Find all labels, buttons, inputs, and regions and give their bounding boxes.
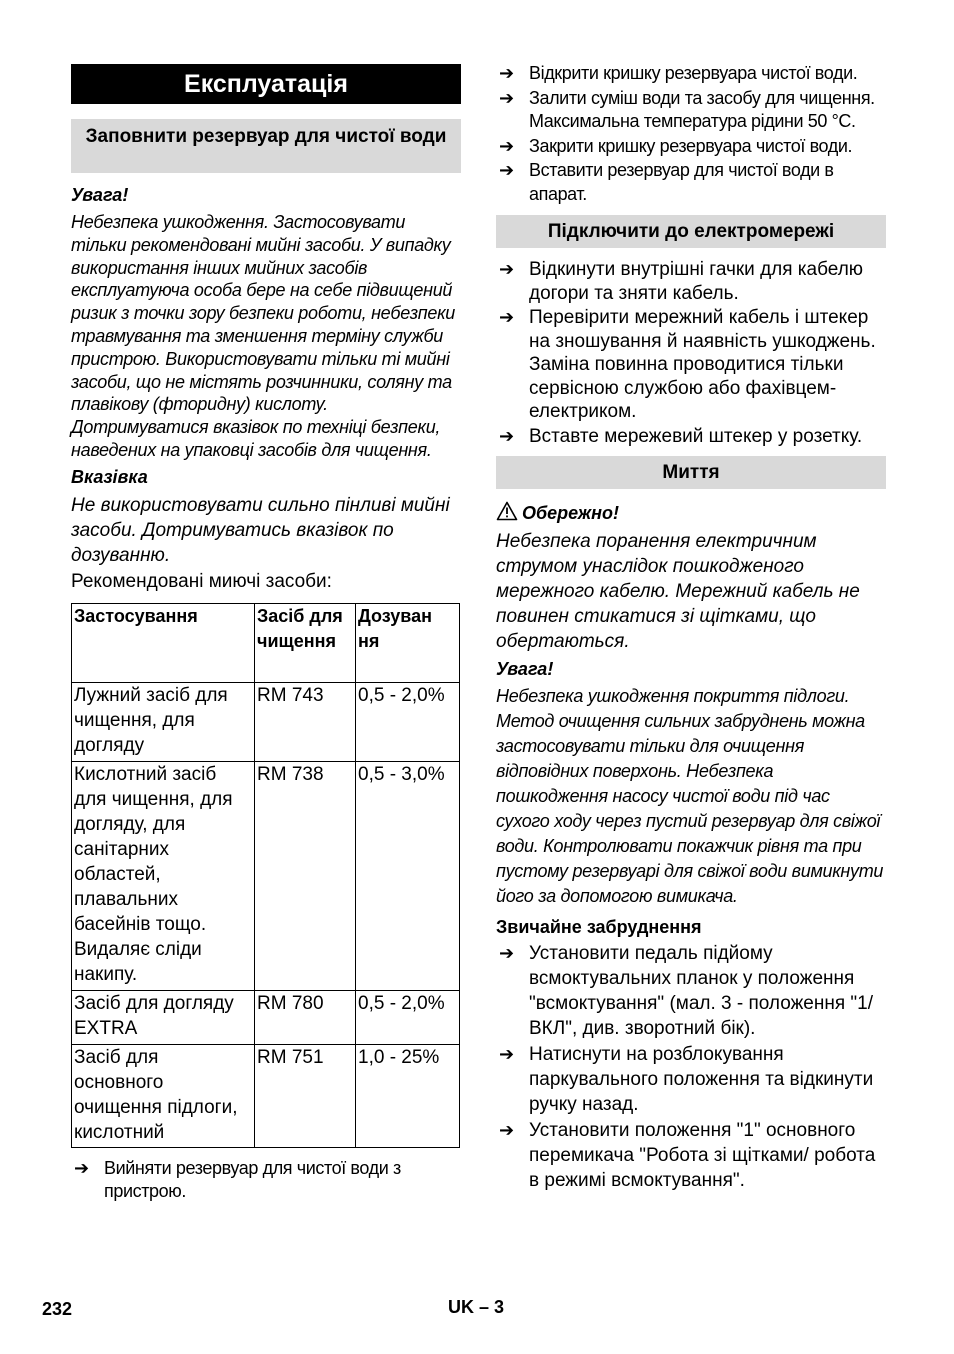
list-item: ➔ Відкинути внутрішні гачки для кабелю догори та зняти кабель. [499, 259, 864, 304]
table-row [72, 1044, 460, 1147]
bullet-list-power [496, 258, 886, 448]
bullet-list-fill-steps [496, 62, 886, 206]
subheading-normal-dirt: Звичайне забруднення [496, 917, 702, 937]
table-header-row [72, 603, 460, 682]
section-heading-power: Підключити до електромережі [496, 215, 886, 248]
caution-label: Увага! [496, 659, 554, 679]
left-column [71, 62, 461, 1204]
table-cell-application: Засіб для основного очищення підлоги, кислотний [72, 1044, 255, 1147]
page-number: 232 [42, 1299, 73, 1319]
bullet-list-remove-tank [71, 1157, 461, 1204]
list-item: ➔ Установити педаль підйому всмоктувальних планок у положення "всмоктування" (мал. 3 - положення "1/ВКЛ", див. зворотний бік). [499, 943, 874, 1039]
warning-triangle-icon [496, 501, 522, 526]
table-header-application: Застосування [72, 603, 255, 682]
arrow-right-icon: ➔ [499, 135, 514, 156]
warning-label: Обережно! [522, 503, 620, 523]
table-cell-agent: RM 780 [255, 990, 356, 1044]
table-row [72, 682, 460, 761]
arrow-right-icon: ➔ [499, 259, 515, 279]
arrow-right-icon: ➔ [74, 1157, 89, 1178]
table-cell-agent: RM 743 [255, 682, 356, 761]
bullet-list-normal-dirt [496, 941, 886, 1193]
table-cell-application: Кислотний засіб для чищення, для догляду, для санітарних областей, плавальних басейнів тощо. Видаляє сліди накипу. [72, 761, 255, 990]
page-title: Експлуатація [71, 64, 461, 104]
arrow-right-icon: ➔ [499, 1044, 515, 1064]
caution-text: Небезпека ушкодження. Застосовувати тільки рекомендовані мийні засоби. У випадку використання інших мийних засобів експлуатуюча особа бере на себе підвищений ризик з точки зору безпеки роботи, небезпеки травмування та зменшення терміну служби пристрою. Використовувати тільки ті мийні засоби, що не містять розчинники, соляну та плавікову (фторидну) кислоту. Дотримуватися вказівок по техніці безпеки, наведених на упаковці засобів для чищення. [71, 212, 456, 460]
list-item: ➔ Перевірити мережний кабель і штекер на зношування й наявність ушкоджень. Заміна повинна проводитися тільки сервісною службою або фахівцем-електриком. [499, 307, 876, 422]
page-code: UK – 3 [448, 1297, 505, 1317]
list-item: ➔ Установити положення "1" основного перемикача "Робота зі щітками/ робота в режимі всмоктування". [499, 1120, 876, 1191]
table-cell-dosage: 1,0 - 25% [356, 1044, 460, 1147]
list-item: ➔ Натиснути на розблокування паркувального положення та відкинути ручку назад. [499, 1044, 874, 1115]
section-heading-washing: Миття [496, 456, 886, 489]
arrow-right-icon: ➔ [499, 1120, 515, 1140]
caution-label: Увага! [71, 185, 129, 205]
arrow-right-icon: ➔ [499, 87, 514, 108]
table-header-agent: Засіб для чищення [255, 603, 356, 682]
list-item: ➔ Залити суміш води та засобу для чищення. Максимальна температура рідини 50 °C. [499, 87, 875, 131]
cleaning-agents-table [71, 603, 460, 1148]
table-row [72, 990, 460, 1044]
note-text: Не використовувати сильно пінливі мийні засоби. Дотримуватись вказівок по дозуванню. [71, 494, 450, 566]
table-row [72, 761, 460, 990]
table-cell-agent: RM 751 [255, 1044, 356, 1147]
arrow-right-icon: ➔ [499, 943, 515, 963]
table-cell-application: Лужний засіб для чищення, для догляду [72, 682, 255, 761]
warning-text: Небезпека поранення електричним струмом унаслідок пошкодженого мережного кабелю. Мережний кабель не повинен стикатися зі щітками, що обертаються. [496, 531, 860, 652]
arrow-right-icon: ➔ [499, 160, 514, 180]
list-item: ➔ Вставити резервуар для чистої води в апарат. [499, 160, 834, 204]
note-label: Вказівка [71, 466, 148, 487]
table-header-dosage: Дозуван ня [356, 603, 460, 682]
arrow-right-icon: ➔ [499, 307, 515, 327]
table-cell-dosage: 0,5 - 2,0% [356, 990, 460, 1044]
table-cell-application: Засіб для догляду EXTRA [72, 990, 255, 1044]
arrow-right-icon: ➔ [499, 63, 514, 83]
table-cell-dosage: 0,5 - 2,0% [356, 682, 460, 761]
table-cell-agent: RM 738 [255, 761, 356, 990]
list-item: ➔ Відкрити кришку резервуара чистої води. [496, 62, 886, 86]
warning-row [496, 501, 886, 526]
section-heading-fill-tank: Заповнити резервуар для чистої води [71, 119, 461, 173]
right-column [496, 62, 886, 1193]
table-cell-dosage: 0,5 - 3,0% [356, 761, 460, 990]
list-item: ➔ Вставте мережевий штекер у розетку. [499, 425, 863, 447]
list-item: ➔ Вийняти резервуар для чистої води з пристрою. [74, 1157, 401, 1202]
list-item: ➔ Закрити кришку резервуара чистої води. [496, 135, 886, 159]
caution-text: Небезпека ушкодження покриття підлоги. Метод очищення сильних забруднень можна застосовувати тільки для очищення відповідних поверхонь. Небезпека пошкодження насосу чистої води під час сухого ходу через пустий резервуар для свіжої води. Контролювати покажчик рівня та при пустому резервуарі для свіжої води вимикнути його за допомогою вимикача. [496, 686, 884, 906]
recommended-label: Рекомендовані миючі засоби: [71, 570, 332, 592]
arrow-right-icon: ➔ [499, 425, 515, 446]
